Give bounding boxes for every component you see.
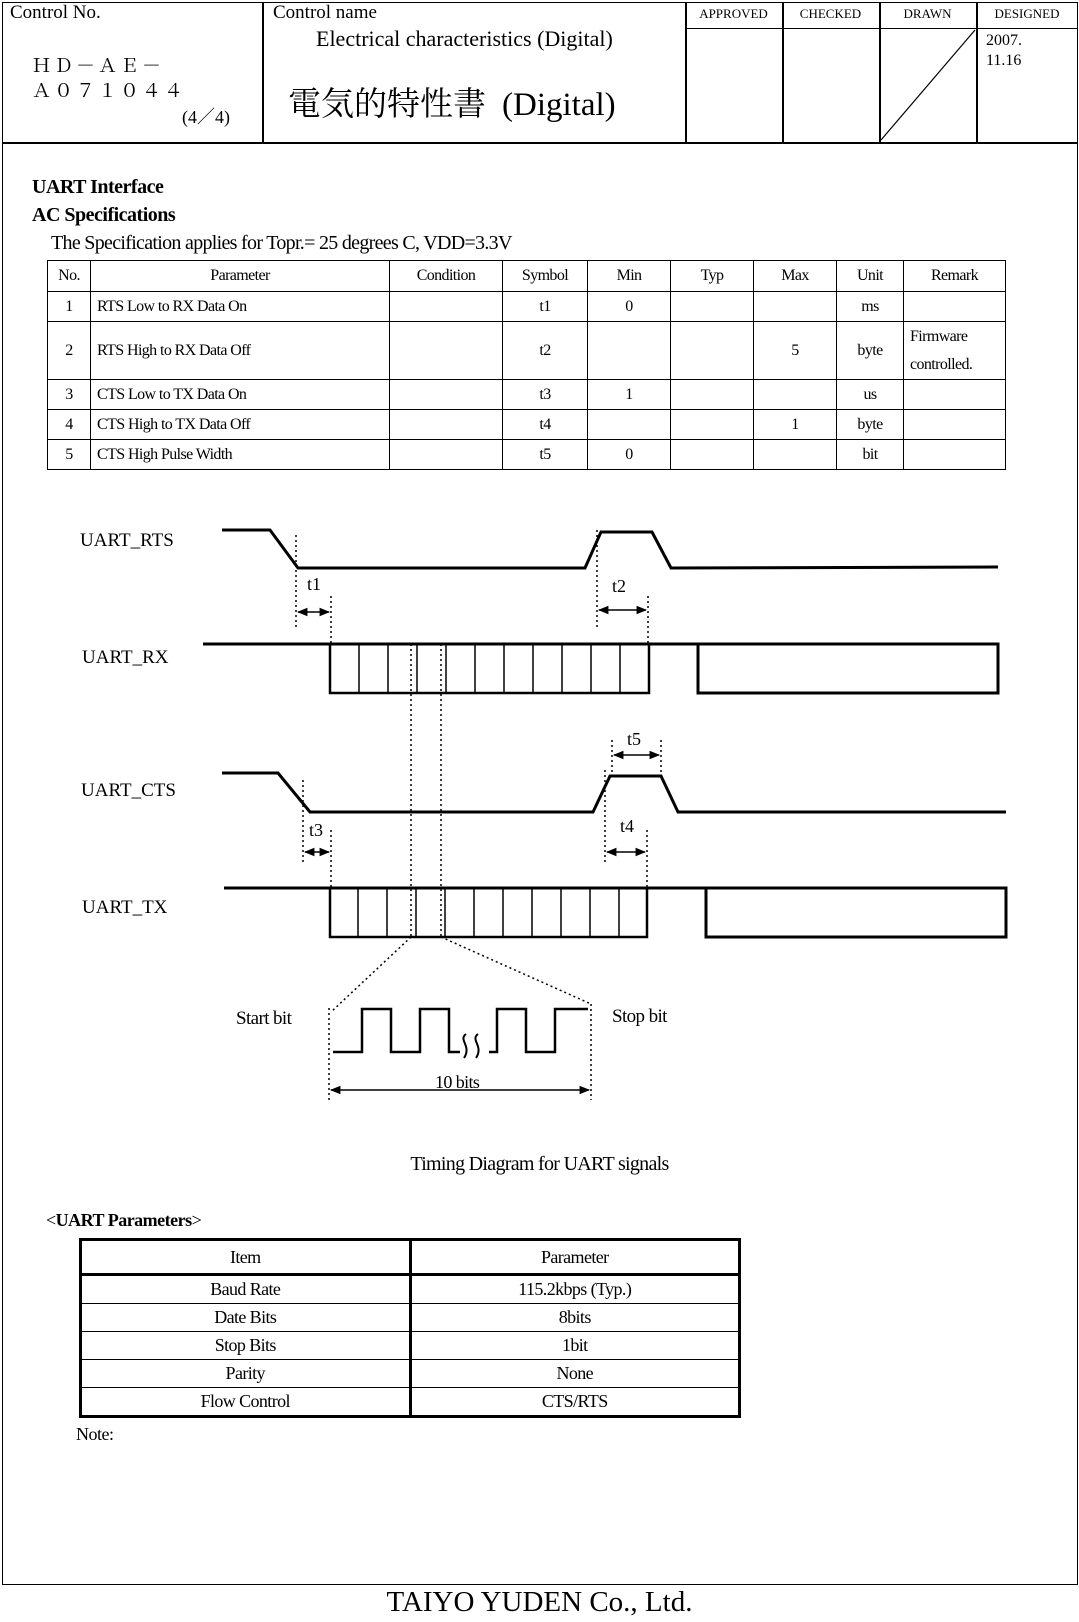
cell-symbol: t1 <box>503 292 588 322</box>
break-symbol <box>463 1034 478 1058</box>
column-header: Parameter <box>91 261 390 292</box>
label-10-bits: 10 bits <box>435 1072 480 1092</box>
designed-date: 2007. <box>986 32 1022 49</box>
cell-remark <box>904 440 1006 470</box>
cell-condition <box>390 380 503 410</box>
timing-diagram <box>0 490 1079 1110</box>
cell-unit: byte <box>837 322 904 380</box>
remark-line: Firmware <box>910 327 968 345</box>
cell-item: Date Bits <box>81 1304 411 1332</box>
header-bottom-rule <box>2 142 1078 144</box>
section-subtitle: AC Specifications <box>32 204 176 226</box>
cell-min <box>588 322 671 380</box>
column-header: Typ <box>671 261 754 292</box>
column-header: Remark <box>904 261 1006 292</box>
control-name-jp: 電気的特性書 (Digital) <box>288 87 616 123</box>
table-row <box>48 410 1006 440</box>
company-name: TAIYO YUDEN Co., Ltd. <box>386 1586 693 1618</box>
cell-min: 0 <box>588 440 671 470</box>
cell-max <box>754 380 837 410</box>
header-divider <box>262 2 264 142</box>
table-row <box>48 322 1006 380</box>
table-row <box>81 1388 740 1417</box>
cell-max: 5 <box>754 322 837 380</box>
cell-typ <box>671 292 754 322</box>
cell-unit: us <box>837 380 904 410</box>
tx-data-frame <box>330 888 647 937</box>
cell-max <box>754 440 837 470</box>
timing-guide-lines <box>296 530 661 1100</box>
bit-waveform <box>333 1009 460 1052</box>
cell-remark <box>904 322 1006 380</box>
tx-bit-dividers <box>358 888 619 937</box>
cell-min: 1 <box>588 380 671 410</box>
table-row <box>48 292 1006 322</box>
cell-unit: ms <box>837 292 904 322</box>
column-header: Item <box>81 1240 411 1275</box>
cell-item: Parity <box>81 1360 411 1388</box>
cell-value: CTS/RTS <box>410 1388 740 1417</box>
drawn-label: DRAWN <box>903 6 952 21</box>
tx-idle-line <box>224 888 1006 937</box>
table-row <box>81 1304 740 1332</box>
cell-item: Flow Control <box>81 1388 411 1417</box>
cell-value: 8bits <box>410 1304 740 1332</box>
cell-parameter: CTS High Pulse Width <box>91 440 390 470</box>
cell-max: 1 <box>754 410 837 440</box>
cell-typ <box>671 380 754 410</box>
uart-params-table <box>79 1238 741 1418</box>
rx-bit-dividers <box>359 644 620 693</box>
designed-date: 11.16 <box>986 52 1022 69</box>
cell-parameter: CTS High to TX Data Off <box>91 410 390 440</box>
cell-remark <box>904 292 1006 322</box>
table-row <box>81 1360 740 1388</box>
ac-spec-table <box>47 260 1006 470</box>
control-no-label: Control No. <box>10 2 101 23</box>
signal-label-tx: UART_TX <box>82 897 168 918</box>
rx-idle-line <box>203 644 998 693</box>
control-no-value: Ａ０７１０４４ <box>32 81 187 102</box>
cell-symbol: t5 <box>503 440 588 470</box>
page-number: (4／4) <box>182 107 230 127</box>
column-header: Min <box>588 261 671 292</box>
checked-label: CHECKED <box>799 6 862 21</box>
cell-symbol: t4 <box>503 410 588 440</box>
column-header: Parameter <box>410 1240 740 1275</box>
cell-value: None <box>410 1360 740 1388</box>
cell-no: 5 <box>48 440 91 470</box>
column-header: Unit <box>837 261 904 292</box>
label-t1: t1 <box>307 574 322 594</box>
diagram-caption: Timing Diagram for UART signals <box>410 1153 669 1175</box>
cell-no: 4 <box>48 410 91 440</box>
label-start-bit: Start bit <box>236 1008 292 1029</box>
approved-label: APPROVED <box>699 6 768 21</box>
column-header: Max <box>754 261 837 292</box>
cell-typ <box>671 440 754 470</box>
cell-typ <box>671 322 754 380</box>
column-header: No. <box>48 261 91 292</box>
cell-no: 3 <box>48 380 91 410</box>
cell-value: 115.2kbps (Typ.) <box>410 1275 740 1304</box>
label-t2: t2 <box>612 576 627 596</box>
control-name-label: Control name <box>273 2 377 23</box>
cell-min <box>588 410 671 440</box>
cell-max <box>754 292 837 322</box>
label-t4: t4 <box>620 816 635 836</box>
column-header: Condition <box>390 261 503 292</box>
header-divider <box>685 2 687 142</box>
rx-data-frame <box>330 644 649 693</box>
table-row <box>81 1332 740 1360</box>
cell-condition <box>390 322 503 380</box>
cell-parameter: RTS High to RX Data Off <box>91 322 390 380</box>
designed-label: DESIGNED <box>994 6 1060 21</box>
cell-value: 1bit <box>410 1332 740 1360</box>
label-stop-bit: Stop bit <box>612 1006 667 1027</box>
table-row <box>48 380 1006 410</box>
column-header: Symbol <box>503 261 588 292</box>
control-name-en: Electrical characteristics (Digital) <box>316 26 613 51</box>
cell-no: 1 <box>48 292 91 322</box>
cell-condition <box>390 292 503 322</box>
table-row <box>48 440 1006 470</box>
uart-params-title: <UART Parameters> <box>46 1210 202 1230</box>
section-title: UART Interface <box>32 176 164 198</box>
table-header-row <box>48 261 1006 292</box>
spec-conditions: The Specification applies for Topr.= 25 degrees C, VDD=3.3V <box>51 232 512 254</box>
drawn-slash <box>879 28 977 142</box>
cell-typ <box>671 410 754 440</box>
cell-remark <box>904 380 1006 410</box>
cell-min: 0 <box>588 292 671 322</box>
label-t5: t5 <box>627 729 642 749</box>
cell-item: Stop Bits <box>81 1332 411 1360</box>
signal-label-rts: UART_RTS <box>80 530 174 551</box>
table-row <box>81 1275 740 1304</box>
signal-label-cts: UART_CTS <box>81 780 176 801</box>
cell-condition <box>390 410 503 440</box>
cell-unit: byte <box>837 410 904 440</box>
cell-unit: bit <box>837 440 904 470</box>
cell-remark <box>904 410 1006 440</box>
cell-item: Baud Rate <box>81 1275 411 1304</box>
cell-no: 2 <box>48 322 91 380</box>
rts-waveform <box>222 530 998 568</box>
cell-parameter: CTS Low to TX Data On <box>91 380 390 410</box>
control-no-value: ＨＤ－ＡＥ－ <box>32 56 165 77</box>
cts-waveform <box>222 773 1006 812</box>
header-divider <box>782 2 784 142</box>
label-t3: t3 <box>309 820 324 840</box>
bit-waveform <box>489 1009 588 1052</box>
cell-condition <box>390 440 503 470</box>
table-header-row <box>81 1240 740 1275</box>
remark-line: controlled. <box>910 355 973 373</box>
note-label: Note: <box>76 1424 114 1444</box>
cell-symbol: t2 <box>503 322 588 380</box>
signal-label-rx: UART_RX <box>82 647 169 668</box>
cell-parameter: RTS Low to RX Data On <box>91 292 390 322</box>
cell-symbol: t3 <box>503 380 588 410</box>
